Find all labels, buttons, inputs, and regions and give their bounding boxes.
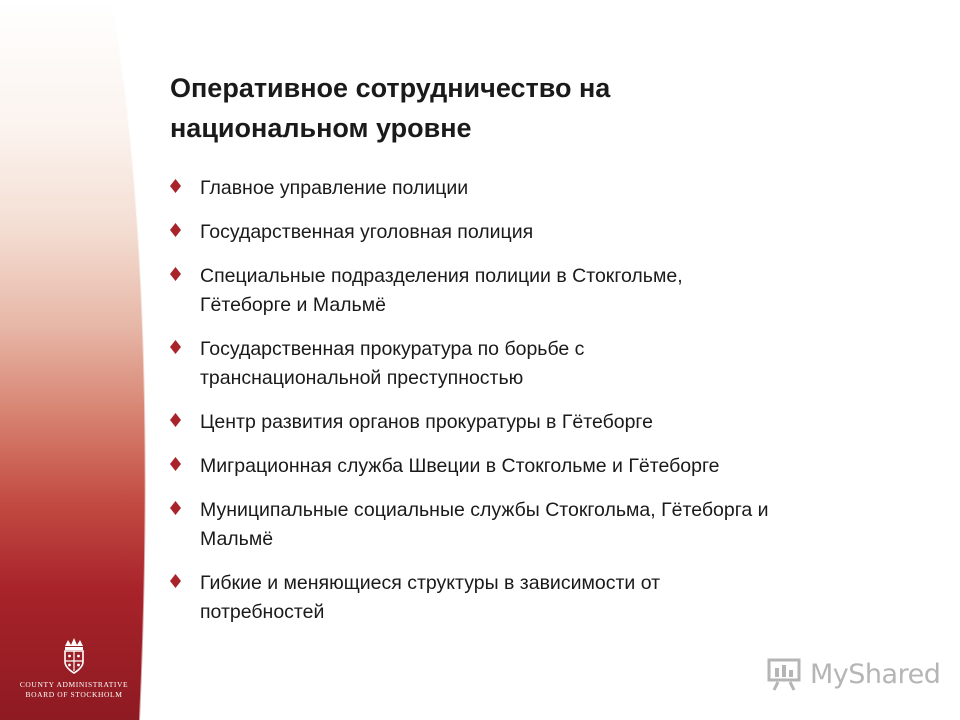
bullet-text-line-1: Муниципальные социальные службы Стокгольма, Гётеборга и (200, 499, 769, 521)
bullet-text: Миграционная служба Швеции в Стокгольме и Гётеборге (200, 455, 720, 477)
diamond-bullet-icon (170, 223, 181, 237)
diamond-bullet-icon (170, 413, 181, 427)
bullet-item (168, 408, 908, 437)
title-line-2: национальном уровне (170, 113, 472, 143)
bullet-item (168, 452, 908, 481)
bullet-text: Главное управление полиции (200, 177, 469, 199)
bullet-item (168, 335, 908, 393)
presentation-board-icon (766, 656, 806, 692)
bullet-text-line-1: Специальные подразделения полиции в Стокгольме, (200, 265, 683, 287)
bullet-item (168, 496, 908, 554)
bullet-text-line-1: Государственная прокуратура по борьбе с (200, 338, 585, 360)
bullet-item (168, 262, 908, 320)
myshared-watermark (766, 654, 940, 694)
bullet-text-line-2: потребностей (200, 601, 325, 623)
bullet-item (168, 218, 908, 247)
diamond-bullet-icon (170, 179, 181, 193)
bullet-text: Государственная уголовная полиция (200, 221, 534, 243)
logo-line-2: BOARD OF STOCKHOLM (25, 690, 123, 699)
logo-text (0, 680, 148, 700)
diamond-bullet-icon (170, 457, 181, 471)
diamond-bullet-icon (170, 574, 181, 588)
crown-crest-icon (59, 636, 89, 676)
bullet-item (168, 569, 908, 627)
diamond-bullet-icon (170, 501, 181, 515)
title-line-1: Оперативное сотрудничество на (170, 73, 611, 103)
bullet-text-line-2: Мальмё (200, 528, 274, 550)
sidebar-gradient (0, 0, 148, 720)
sidebar-curve-decoration (0, 0, 148, 720)
county-board-logo (0, 636, 148, 700)
bullet-item (168, 174, 908, 203)
logo-line-1: COUNTY ADMINISTRATIVE (19, 680, 129, 689)
bullet-text-line-1: Гибкие и меняющиеся структуры в зависимости от (200, 572, 661, 594)
diamond-bullet-icon (170, 340, 181, 354)
diamond-bullet-icon (170, 267, 181, 281)
watermark-text: MyShared (810, 658, 941, 690)
bullet-text-line-2: транснациональной преступностью (200, 367, 524, 389)
bullet-text-line-2: Гётеборге и Мальмё (200, 294, 386, 316)
bullet-text: Центр развития органов прокуратуры в Гётеборге (200, 411, 653, 433)
slide-title (170, 68, 790, 148)
bullet-list (168, 174, 908, 642)
